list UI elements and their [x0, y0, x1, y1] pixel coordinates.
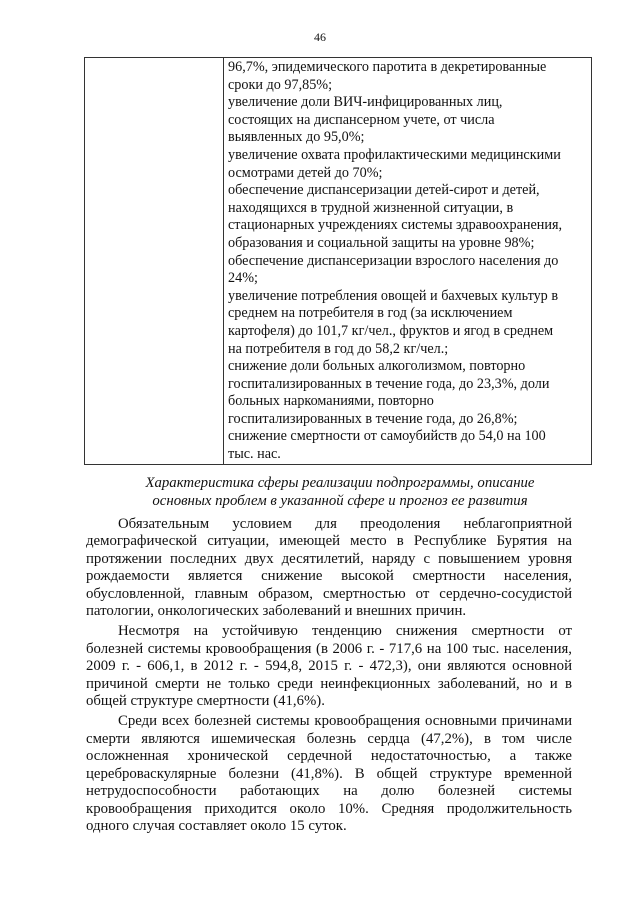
section-heading	[90, 474, 590, 510]
paragraph-line: осложненная хронической сердечной недостаточностью, а также	[86, 748, 572, 765]
page-number: 46	[314, 30, 326, 44]
paragraph-line: Среди всех болезней системы кровообращения основными причинами	[118, 713, 572, 730]
paragraph-line: общей структуре смертности (41,6%).	[86, 693, 325, 710]
table-line: сроки до 97,85%;	[228, 76, 333, 93]
goals-table	[84, 57, 592, 465]
table-line: выявленных до 95,0%;	[228, 129, 365, 146]
paragraph	[86, 516, 572, 620]
paragraph-line: рождаемости является снижение высокой смертности населения,	[86, 568, 572, 585]
table-cell-indicators	[224, 58, 592, 465]
table-line: 24%;	[228, 270, 258, 287]
table-line: госпитализированных в течение года, до 23,3%, доли	[228, 375, 550, 392]
section-heading-line: Характеристика сферы реализации подпрограммы, описание	[145, 475, 535, 491]
paragraph-line: патологии, онкологических заболеваний и внешних причин.	[86, 603, 467, 620]
paragraph-line: обусловленной, главным образом, смертностью от сердечно-сосудистой	[86, 585, 572, 602]
paragraph-line: Обязательным условием для преодоления неблагоприятной	[118, 516, 572, 532]
table-line: состоящих на диспансерном учете, от числа	[228, 111, 495, 128]
table-line: увеличение потребления овощей и бахчевых культур в	[228, 287, 559, 304]
body-text	[86, 516, 572, 838]
table-line: находящихся в трудной жизненной ситуации, в	[228, 199, 514, 216]
table-line: снижение доли больных алкоголизмом, повторно	[228, 358, 526, 375]
table-line: обеспечение диспансеризации взрослого населения до	[228, 252, 559, 269]
table-line: на потребителя в год до 58,2 кг/чел.;	[228, 340, 449, 357]
table-line: увеличение охвата профилактическими медицинскими	[228, 146, 561, 163]
table-line: тыс. нас.	[228, 446, 281, 463]
paragraph-line: одного случая составляет около 15 суток.	[86, 817, 347, 834]
paragraph-line: цереброваскулярные болезни (41,8%). В общей структуре временной	[86, 765, 572, 782]
paragraph-line: 2009 г. - 606,1, в 2012 г. - 594,8, 2015 г. - 472,3), они являются основной	[86, 658, 572, 675]
paragraph	[86, 623, 572, 710]
paragraph-line: нетрудоспособности работающих на долю болезней системы	[86, 783, 572, 800]
table-line: госпитализированных в течение года, до 26,8%;	[228, 410, 518, 427]
table-row	[85, 58, 592, 465]
table-line: обеспечение диспансеризации детей-сирот и детей,	[228, 182, 540, 199]
table-line: образования и социальной защиты на уровне 98%;	[228, 234, 535, 251]
paragraph-line: протяжении последних двух десятилетий, наряду с повышением уровня	[86, 550, 572, 567]
paragraph-line: причиной смерти не только среди неинфекционных заболеваний, но и в	[86, 675, 572, 692]
paragraph-line: кровообращения приходится около 10%. Средняя продолжительность	[86, 800, 572, 817]
paragraph-line: смерти являются ишемическая болезнь сердца (47,2%), в том числе	[86, 730, 572, 747]
table-line: осмотрами детей до 70%;	[228, 164, 383, 181]
table-line: снижение смертности от самоубийств до 54,0 на 100	[228, 428, 546, 445]
section-heading-line: основных проблем в указанной сфере и прогноз ее развития	[152, 493, 528, 509]
paragraph-line: Несмотря на устойчивую тенденцию снижения смертности от	[118, 623, 572, 640]
paragraph	[86, 713, 572, 835]
table-line: среднем на потребителя в год (за исключением	[228, 305, 513, 322]
table-line: картофеля) до 101,7 кг/чел., фруктов и ягод в среднем	[228, 322, 554, 339]
table-line: 96,7%, эпидемического паротита в декретированные	[228, 59, 547, 75]
table-line: больных наркоманиями, повторно	[228, 393, 434, 410]
table-line: стационарных учреждениях системы здравоохранения,	[228, 217, 563, 234]
paragraph-line: болезней системы кровообращения (в 2006 г. - 717,6 на 100 тыс. населения,	[86, 640, 572, 657]
table-cell-empty	[85, 58, 224, 465]
table-line: увеличение доли ВИЧ-инфицированных лиц,	[228, 94, 503, 111]
paragraph-line: демографической ситуации, имеющей место в Республике Бурятия на	[86, 533, 572, 550]
